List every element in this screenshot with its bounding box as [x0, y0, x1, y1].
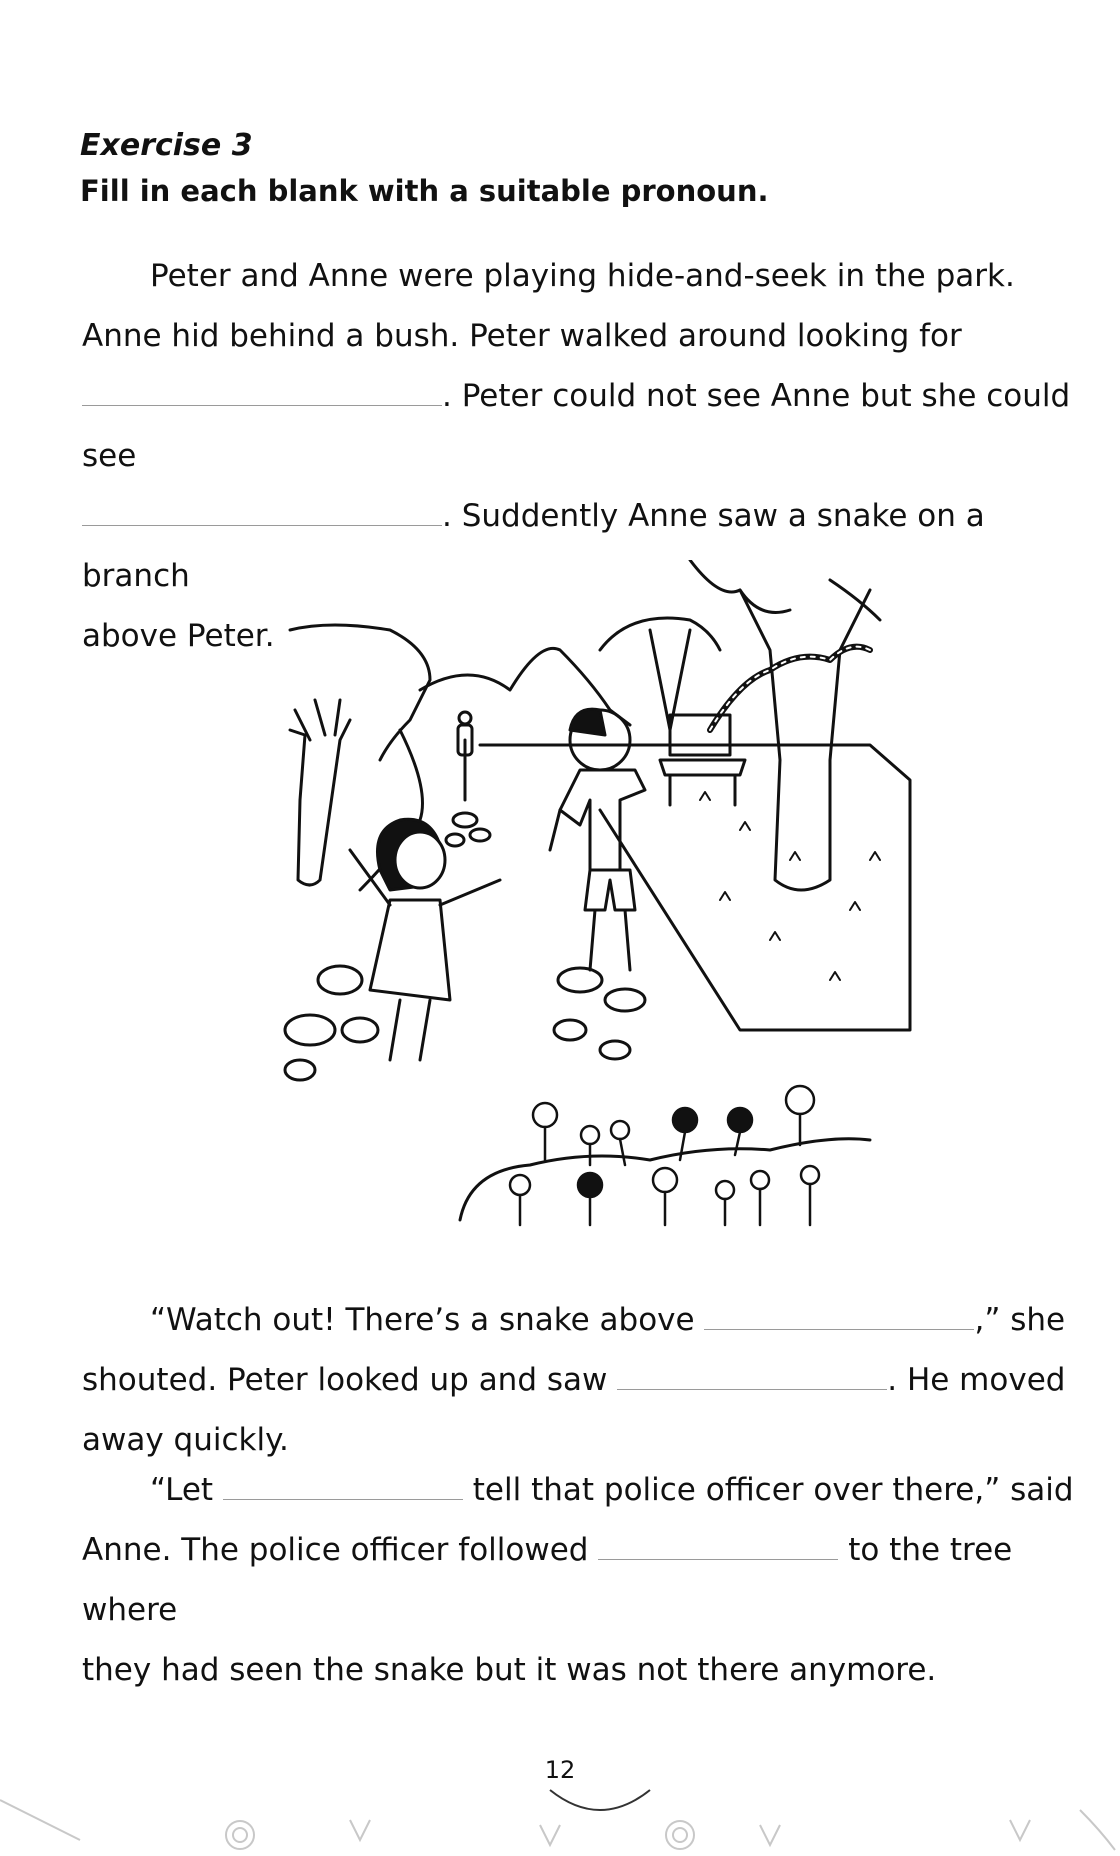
- passage-2-text-5: away quickly.: [82, 1422, 289, 1458]
- bench-back: [670, 715, 730, 755]
- page-number: 12: [544, 1756, 576, 1784]
- blank-3[interactable]: [704, 1303, 974, 1330]
- peter-legs: [590, 910, 630, 970]
- passage-1-line-3: . Peter could not see Anne but she could see: [82, 378, 1071, 474]
- blank-2[interactable]: [82, 499, 442, 526]
- passage-2-text-3: shouted. Peter looked up and saw: [82, 1362, 608, 1398]
- anne-face: [395, 832, 445, 888]
- park-illustration: [270, 560, 930, 1240]
- police-officer-head: [459, 712, 471, 724]
- stepping-stone: [554, 1020, 586, 1040]
- stone: [342, 1018, 378, 1042]
- right-tree-branches: [690, 560, 880, 620]
- stone: [453, 813, 477, 827]
- stepping-stone: [605, 989, 645, 1011]
- stone: [318, 966, 362, 994]
- blank-6[interactable]: [598, 1533, 838, 1560]
- blank-1[interactable]: [82, 379, 442, 406]
- passage-3-text-1: “Let: [150, 1472, 214, 1508]
- stone: [285, 1015, 335, 1045]
- blank-5[interactable]: [223, 1473, 463, 1500]
- peter-shirt: [560, 770, 645, 870]
- passage-1-line-1: Peter and Anne were playing hide-and-seek in the park.: [150, 258, 1015, 294]
- stone: [470, 829, 490, 841]
- passage-3-text-2: tell that police officer over there,” said: [472, 1472, 1074, 1508]
- passage-1-line-5: above Peter.: [82, 618, 275, 654]
- passage-2-text-2: ,” she: [974, 1302, 1066, 1338]
- stepping-stone: [600, 1041, 630, 1059]
- blank-4[interactable]: [617, 1363, 887, 1390]
- right-tree-canopy: [600, 618, 720, 650]
- passage-2-text-4: . He moved: [887, 1362, 1066, 1398]
- left-tree-trunk: [290, 720, 350, 885]
- passage-3-text-4: to the tree where: [82, 1532, 1013, 1628]
- right-tree-trunk: [740, 590, 870, 890]
- stone: [446, 834, 464, 846]
- stepping-stone: [558, 968, 602, 992]
- snake: [710, 647, 870, 730]
- passage-1-line-4: . Suddently Anne saw a snake on a branch: [82, 498, 985, 594]
- passage-3: [82, 1460, 1092, 1700]
- peter-hair: [570, 709, 605, 735]
- peter-shorts: [585, 870, 635, 910]
- bench-seat: [660, 760, 745, 805]
- passage-2: [82, 1290, 1092, 1470]
- passage-3-text-3: Anne. The police officer followed: [82, 1532, 589, 1568]
- passage-1-line-2: Anne hid behind a bush. Peter walked around looking for: [82, 318, 962, 354]
- exercise-instruction: Fill in each blank with a suitable pronoun.: [80, 174, 769, 208]
- passage-2-text-1: “Watch out! There’s a snake above: [150, 1302, 695, 1338]
- exercise-title: Exercise 3: [80, 128, 253, 163]
- peter-arm: [550, 810, 560, 850]
- anne-dress: [370, 900, 450, 1000]
- footer-decoration: [0, 1780, 1120, 1856]
- lawn-border: [480, 745, 910, 1030]
- passage-3-text-5: they had seen the snake but it was not there anymore.: [82, 1652, 937, 1688]
- grass-tufts: [700, 792, 880, 980]
- stone: [285, 1060, 315, 1080]
- anne-legs: [390, 1000, 430, 1060]
